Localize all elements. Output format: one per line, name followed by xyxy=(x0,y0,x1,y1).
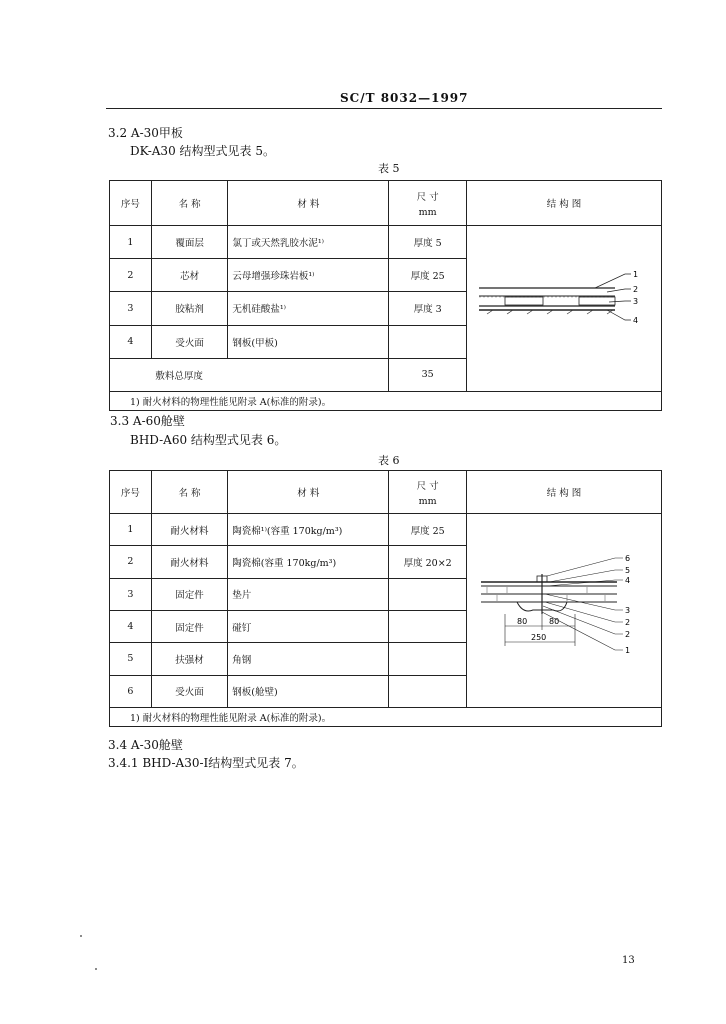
table5-total-label: 敷料总厚度 xyxy=(151,358,389,391)
table6-header-size-label: 尺 寸 xyxy=(416,480,439,492)
table-row xyxy=(110,226,662,259)
table5-caption: 表 5 xyxy=(378,162,400,175)
scan-speck xyxy=(95,968,97,970)
table6-cell: 4 xyxy=(110,610,152,642)
table-row xyxy=(110,514,662,546)
table5-header-no: 序号 xyxy=(110,181,152,226)
table6-cell: 固定件 xyxy=(151,610,227,642)
table5-note: 1) 耐火材料的物理性能见附录 A(标准的附录)。 xyxy=(110,392,662,411)
table5-total-value: 35 xyxy=(389,358,467,391)
table6-cell xyxy=(389,578,467,610)
table6-cell: 陶瓷棉¹⁾(容重 170kg/m³) xyxy=(228,514,389,546)
table6-cell: 厚度 25 xyxy=(389,514,467,546)
table6-cell: 耐火材料 xyxy=(151,514,227,546)
scan-speck xyxy=(80,935,82,937)
table5-structure-figure xyxy=(466,226,661,392)
table5-cell: 4 xyxy=(110,325,152,358)
table6-structure-figure xyxy=(466,514,661,708)
table6 xyxy=(109,470,662,727)
table5-cell: 1 xyxy=(110,226,152,259)
table5-cell: 云母增强珍珠岩板¹⁾ xyxy=(228,259,389,292)
table6-header-material: 材 料 xyxy=(228,471,389,514)
table6-caption: 表 6 xyxy=(378,454,400,467)
table6-cell xyxy=(389,610,467,642)
table6-cell: 扶强材 xyxy=(151,643,227,675)
table6-cell: 角钢 xyxy=(228,643,389,675)
section-3-2-intro: DK-A30 结构型式见表 5。 xyxy=(130,144,275,158)
table5-header-figure: 结 构 图 xyxy=(466,181,661,226)
table5-cell: 厚度 5 xyxy=(389,226,467,259)
table5-cell: 氯丁或天然乳胶水泥¹⁾ xyxy=(228,226,389,259)
table5-header-size xyxy=(389,181,467,226)
table6-cell: 1 xyxy=(110,514,152,546)
table5-cell: 3 xyxy=(110,292,152,325)
table6-cell: 耐火材料 xyxy=(151,546,227,578)
header-rule xyxy=(106,108,662,109)
table6-cell: 陶瓷棉(容重 170kg/m³) xyxy=(228,546,389,578)
table5-cell: 无机硅酸盐¹⁾ xyxy=(228,292,389,325)
table5-cell: 钢板(甲板) xyxy=(228,325,389,358)
table6-header-figure: 结 构 图 xyxy=(466,471,661,514)
table6-cell: 2 xyxy=(110,546,152,578)
figure-label: 2 xyxy=(624,630,631,639)
standard-code: SC/T 8032—1997 xyxy=(340,91,469,105)
figure-label: 1 xyxy=(624,646,631,655)
table5-header-name: 名 称 xyxy=(151,181,228,226)
figure-label: 2 xyxy=(624,618,631,627)
figure-label: 6 xyxy=(624,554,631,563)
table5-cell: 厚度 25 xyxy=(389,259,467,292)
section-3-4-1-heading: 3.4.1 BHD-A30-Ⅰ结构型式见表 7。 xyxy=(108,756,304,770)
table6-cell: 碰钉 xyxy=(228,610,389,642)
deck-structure-diagram xyxy=(467,226,661,388)
page-number: 13 xyxy=(622,955,635,966)
section-3-3-heading: 3.3 A-60舱壁 xyxy=(110,414,185,428)
figure-label: 2 xyxy=(632,285,639,294)
table6-cell: 6 xyxy=(110,675,152,707)
table6-cell: 厚度 20×2 xyxy=(389,546,467,578)
figure-dimension: 80 xyxy=(548,617,560,626)
table6-cell xyxy=(389,675,467,707)
bulkhead-structure-diagram xyxy=(467,514,661,704)
table5-cell xyxy=(389,325,467,358)
table5-header-material: 材 料 xyxy=(228,181,389,226)
figure-label: 4 xyxy=(624,576,631,585)
table5 xyxy=(109,180,662,411)
figure-label: 5 xyxy=(624,566,631,575)
table6-cell xyxy=(389,643,467,675)
table6-cell: 5 xyxy=(110,643,152,675)
table6-note: 1) 耐火材料的物理性能见附录 A(标准的附录)。 xyxy=(110,708,662,727)
table5-cell: 2 xyxy=(110,259,152,292)
table6-cell: 固定件 xyxy=(151,578,227,610)
section-3-3-intro: BHD-A60 结构型式见表 6。 xyxy=(130,433,287,447)
table6-cell: 受火面 xyxy=(151,675,227,707)
section-3-2-heading: 3.2 A-30甲板 xyxy=(108,126,183,140)
table6-header-no: 序号 xyxy=(110,471,152,514)
section-3-4-heading: 3.4 A-30舱壁 xyxy=(108,738,183,752)
table6-header-size-unit: mm xyxy=(418,495,437,507)
table5-cell: 胶粘剂 xyxy=(151,292,228,325)
table6-cell: 垫片 xyxy=(228,578,389,610)
figure-label: 3 xyxy=(624,606,631,615)
figure-label: 4 xyxy=(632,316,639,325)
table5-header-size-unit: mm xyxy=(418,206,437,218)
table5-cell: 受火面 xyxy=(151,325,228,358)
table5-cell: 覆面层 xyxy=(151,226,228,259)
table6-cell: 3 xyxy=(110,578,152,610)
figure-label: 3 xyxy=(632,297,639,306)
figure-label: 1 xyxy=(632,270,639,279)
figure-dimension: 80 xyxy=(516,617,528,626)
table5-cell: 厚度 3 xyxy=(389,292,467,325)
table5-header-size-label: 尺 寸 xyxy=(416,191,439,203)
table5-cell: 芯材 xyxy=(151,259,228,292)
table6-cell: 钢板(舱壁) xyxy=(228,675,389,707)
table6-header-name: 名 称 xyxy=(151,471,227,514)
table6-header-size xyxy=(389,471,467,514)
figure-dimension: 250 xyxy=(530,633,547,642)
